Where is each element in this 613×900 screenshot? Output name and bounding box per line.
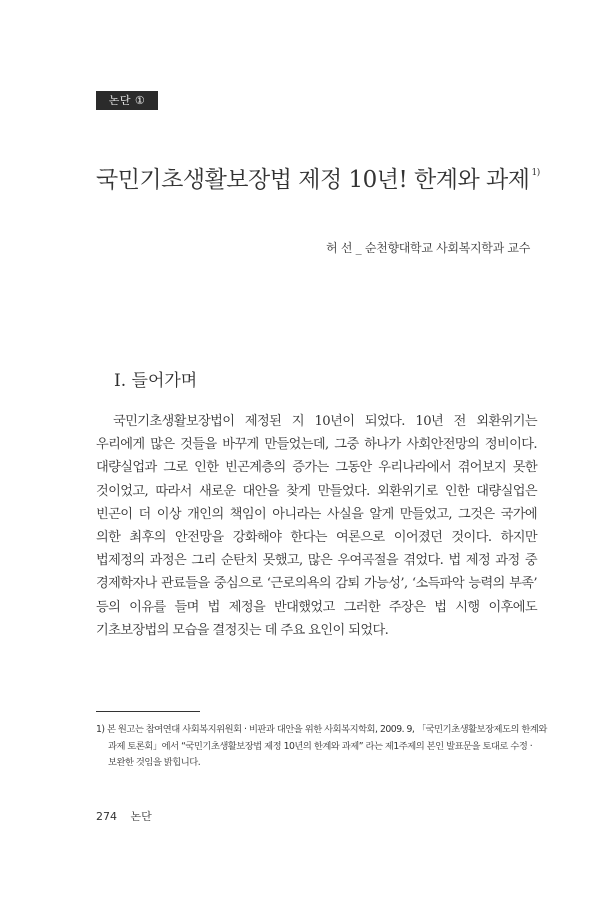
page-number: 274 bbox=[96, 810, 117, 823]
section-tag: 논단 ① bbox=[96, 91, 158, 110]
author-name: 허 선 bbox=[326, 241, 353, 255]
section-heading: I. 들어가며 bbox=[114, 371, 198, 391]
title-footnote-mark[interactable]: 1) bbox=[531, 168, 540, 178]
author-line bbox=[250, 240, 530, 256]
body-paragraph: 국민기초생활보장법이 제정된 지 10년이 되었다. 10년 전 외환위기는 우리에게 많은 것들을 바꾸게 만들었는데, 그중 하나가 사회안전망의 정비이다. 대량실업과 그로 인한 빈곤계층의 증가는 그동안 우리나라에서 겪어보지 못한 것이었고, 따라서 새로운 대안을 찾게 만들었다. 외환위기로 인한 대량실업은 빈곤이 더 이상 개인의 책임이 아니라는 사실을 알게 만들었고, 그것은 국가에 의한 최후의 안전망을 강화해야 한다는 여론으로 이어졌던 것이다. 하지만 법제정의 과정은 그리 순탄치 못했고, 많은 우여곡절을 겪었다. 법 제정 과정 중 경제학자나 관료들을 중심으로 ‘근로의욕의 감퇴 가능성’, ‘소득파악 능력의 부족’ 등의 이유를 들며 법 제정을 반대했었고 그러한 주장은 법 시행 이후에도 기초보장법의 모습을 결정짓는 데 주요 요인이 되었다. bbox=[96, 414, 537, 638]
article-title-text: 국민기초생활보장법 제정 10년! 한계와 과제 bbox=[96, 167, 530, 193]
author-affiliation: 순천향대학교 사회복지학과 교수 bbox=[364, 241, 530, 255]
article-title bbox=[96, 158, 540, 195]
footnote-divider bbox=[96, 711, 200, 712]
footnote: 1) 본 원고는 참여연대 사회복지위원회 · 비판과 대안을 위한 사회복지학회, 2009. 9, 「국민기초생활보장제도의 한계와 과제 토론회」에서 “국민기초생활보장법 제정 10년의 한계와 과제” 라는 제1주제의 본인 발표문을 토대로 수정 · 보완한 것임을 밝힙니다. bbox=[96, 724, 547, 768]
footer-section-label: 논단 bbox=[130, 810, 152, 823]
author-separator: _ bbox=[355, 241, 362, 255]
page-footer bbox=[96, 810, 152, 824]
